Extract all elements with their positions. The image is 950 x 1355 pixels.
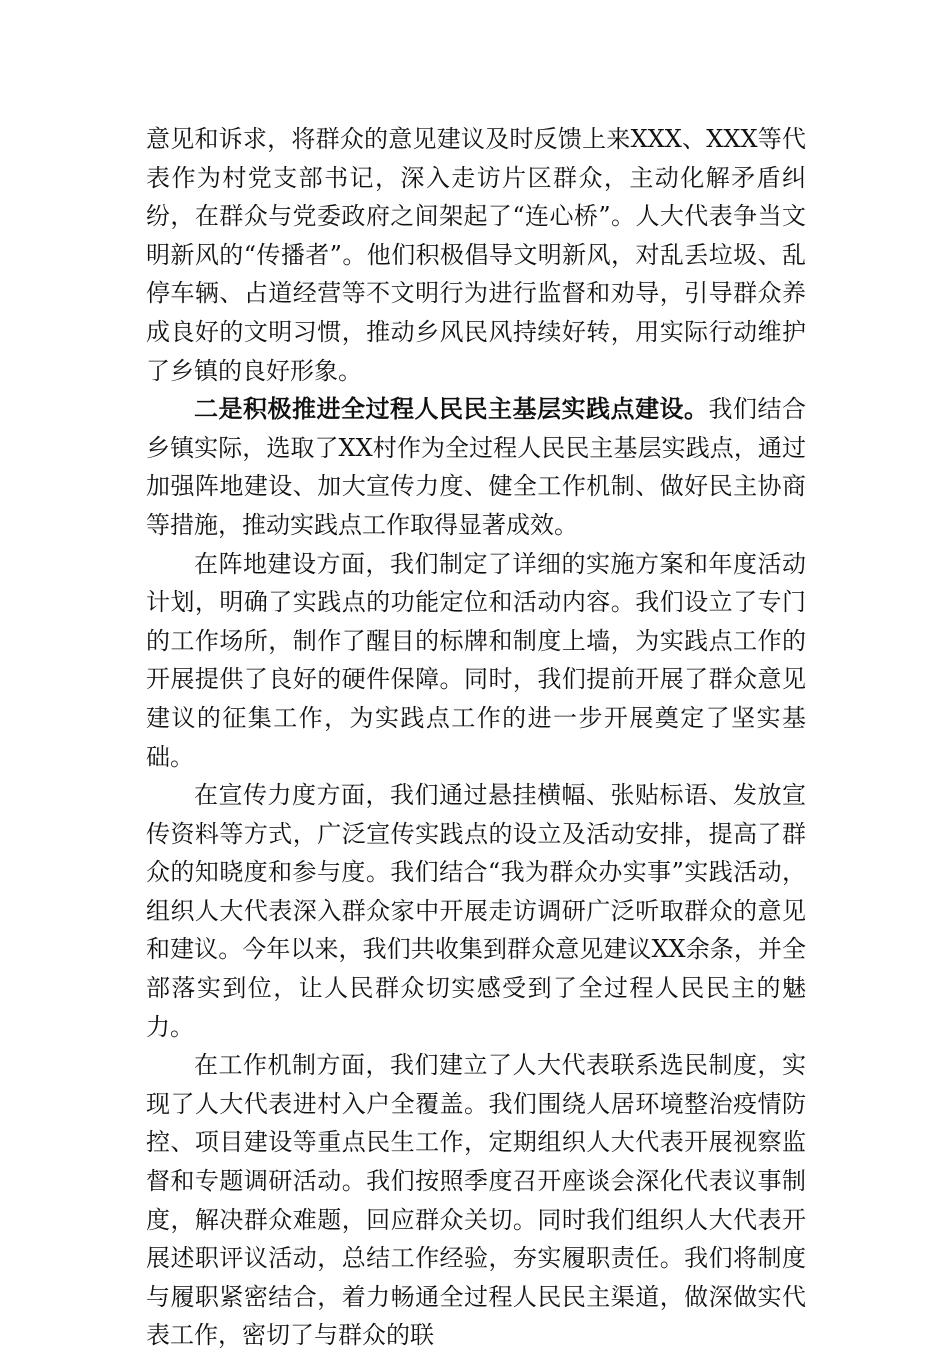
paragraph-4-text: 在宣传力度方面，我们通过悬挂横幅、张贴标语、发放宣传资料等方式，广泛宣传实践点的设立及活动安排，提高了群众的知晓度和参与度。我们结合“我为群众办实事”实践活动，组织人大代表深入群众家中开展走访调研广泛听取群众的意见和建议。今年以来，我们共收集到群众意见建议XX余条，并全部落实到位，让人民群众切实感受到了全过程人民民主的魅力。 <box>146 781 806 1041</box>
paragraph-2 <box>146 390 806 544</box>
paragraph-1-text: 意见和诉求，将群众的意见建议及时反馈上来XXX、XXX等代表作为村党支部书记，深入走访片区群众，主动化解矛盾纠纷，在群众与党委政府之间架起了“连心桥”。人大代表争当文明新风的“传播者”。他们积极倡导文明新风，对乱丢垃圾、乱停车辆、占道经营等不文明行为进行监督和劝导，引导群众养成良好的文明习惯，推动乡风民风持续好转，用实际行动维护了乡镇的良好形象。 <box>146 125 806 385</box>
paragraph-3-text: 在阵地建设方面，我们制定了详细的实施方案和年度活动计划，明确了实践点的功能定位和活动内容。我们设立了专门的工作场所，制作了醒目的标牌和制度上墙，为实践点工作的开展提供了良好的硬件保障。同时，我们提前开展了群众意见建议的征集工作，为实践点工作的进一步开展奠定了坚实基础。 <box>146 549 806 771</box>
paragraph-3 <box>146 545 806 777</box>
paragraph-2-lead: 二是积极推进全过程人民民主基层实践点建设。 <box>194 394 709 424</box>
paragraph-2-text: 我们结合乡镇实际，选取了XX村作为全过程人民民主基层实践点，通过加强阵地建设、加大宣传力度、健全工作机制、做好民主协商等措施，推动实践点工作取得显著成效。 <box>146 395 806 539</box>
paragraph-4 <box>146 776 806 1046</box>
paragraph-5 <box>146 1046 806 1355</box>
paragraph-5-text: 在工作机制方面，我们建立了人大代表联系选民制度，实现了人大代表进村入户全覆盖。我们围绕人居环境整治疫情防控、项目建设等重点民生工作，定期组织人大代表开展视察监督和专题调研活动。我们按照季度召开座谈会深化代表议事制度，解决群众难题，回应群众关切。同时我们组织人大代表开展述职评议活动，总结工作经验，夯实履职责任。我们将制度与履职紧密结合，着力畅通全过程人民民主渠道，做深做实代表工作，密切了与群众的联 <box>146 1051 806 1350</box>
document-page <box>146 120 806 1355</box>
paragraph-1 <box>146 120 806 390</box>
